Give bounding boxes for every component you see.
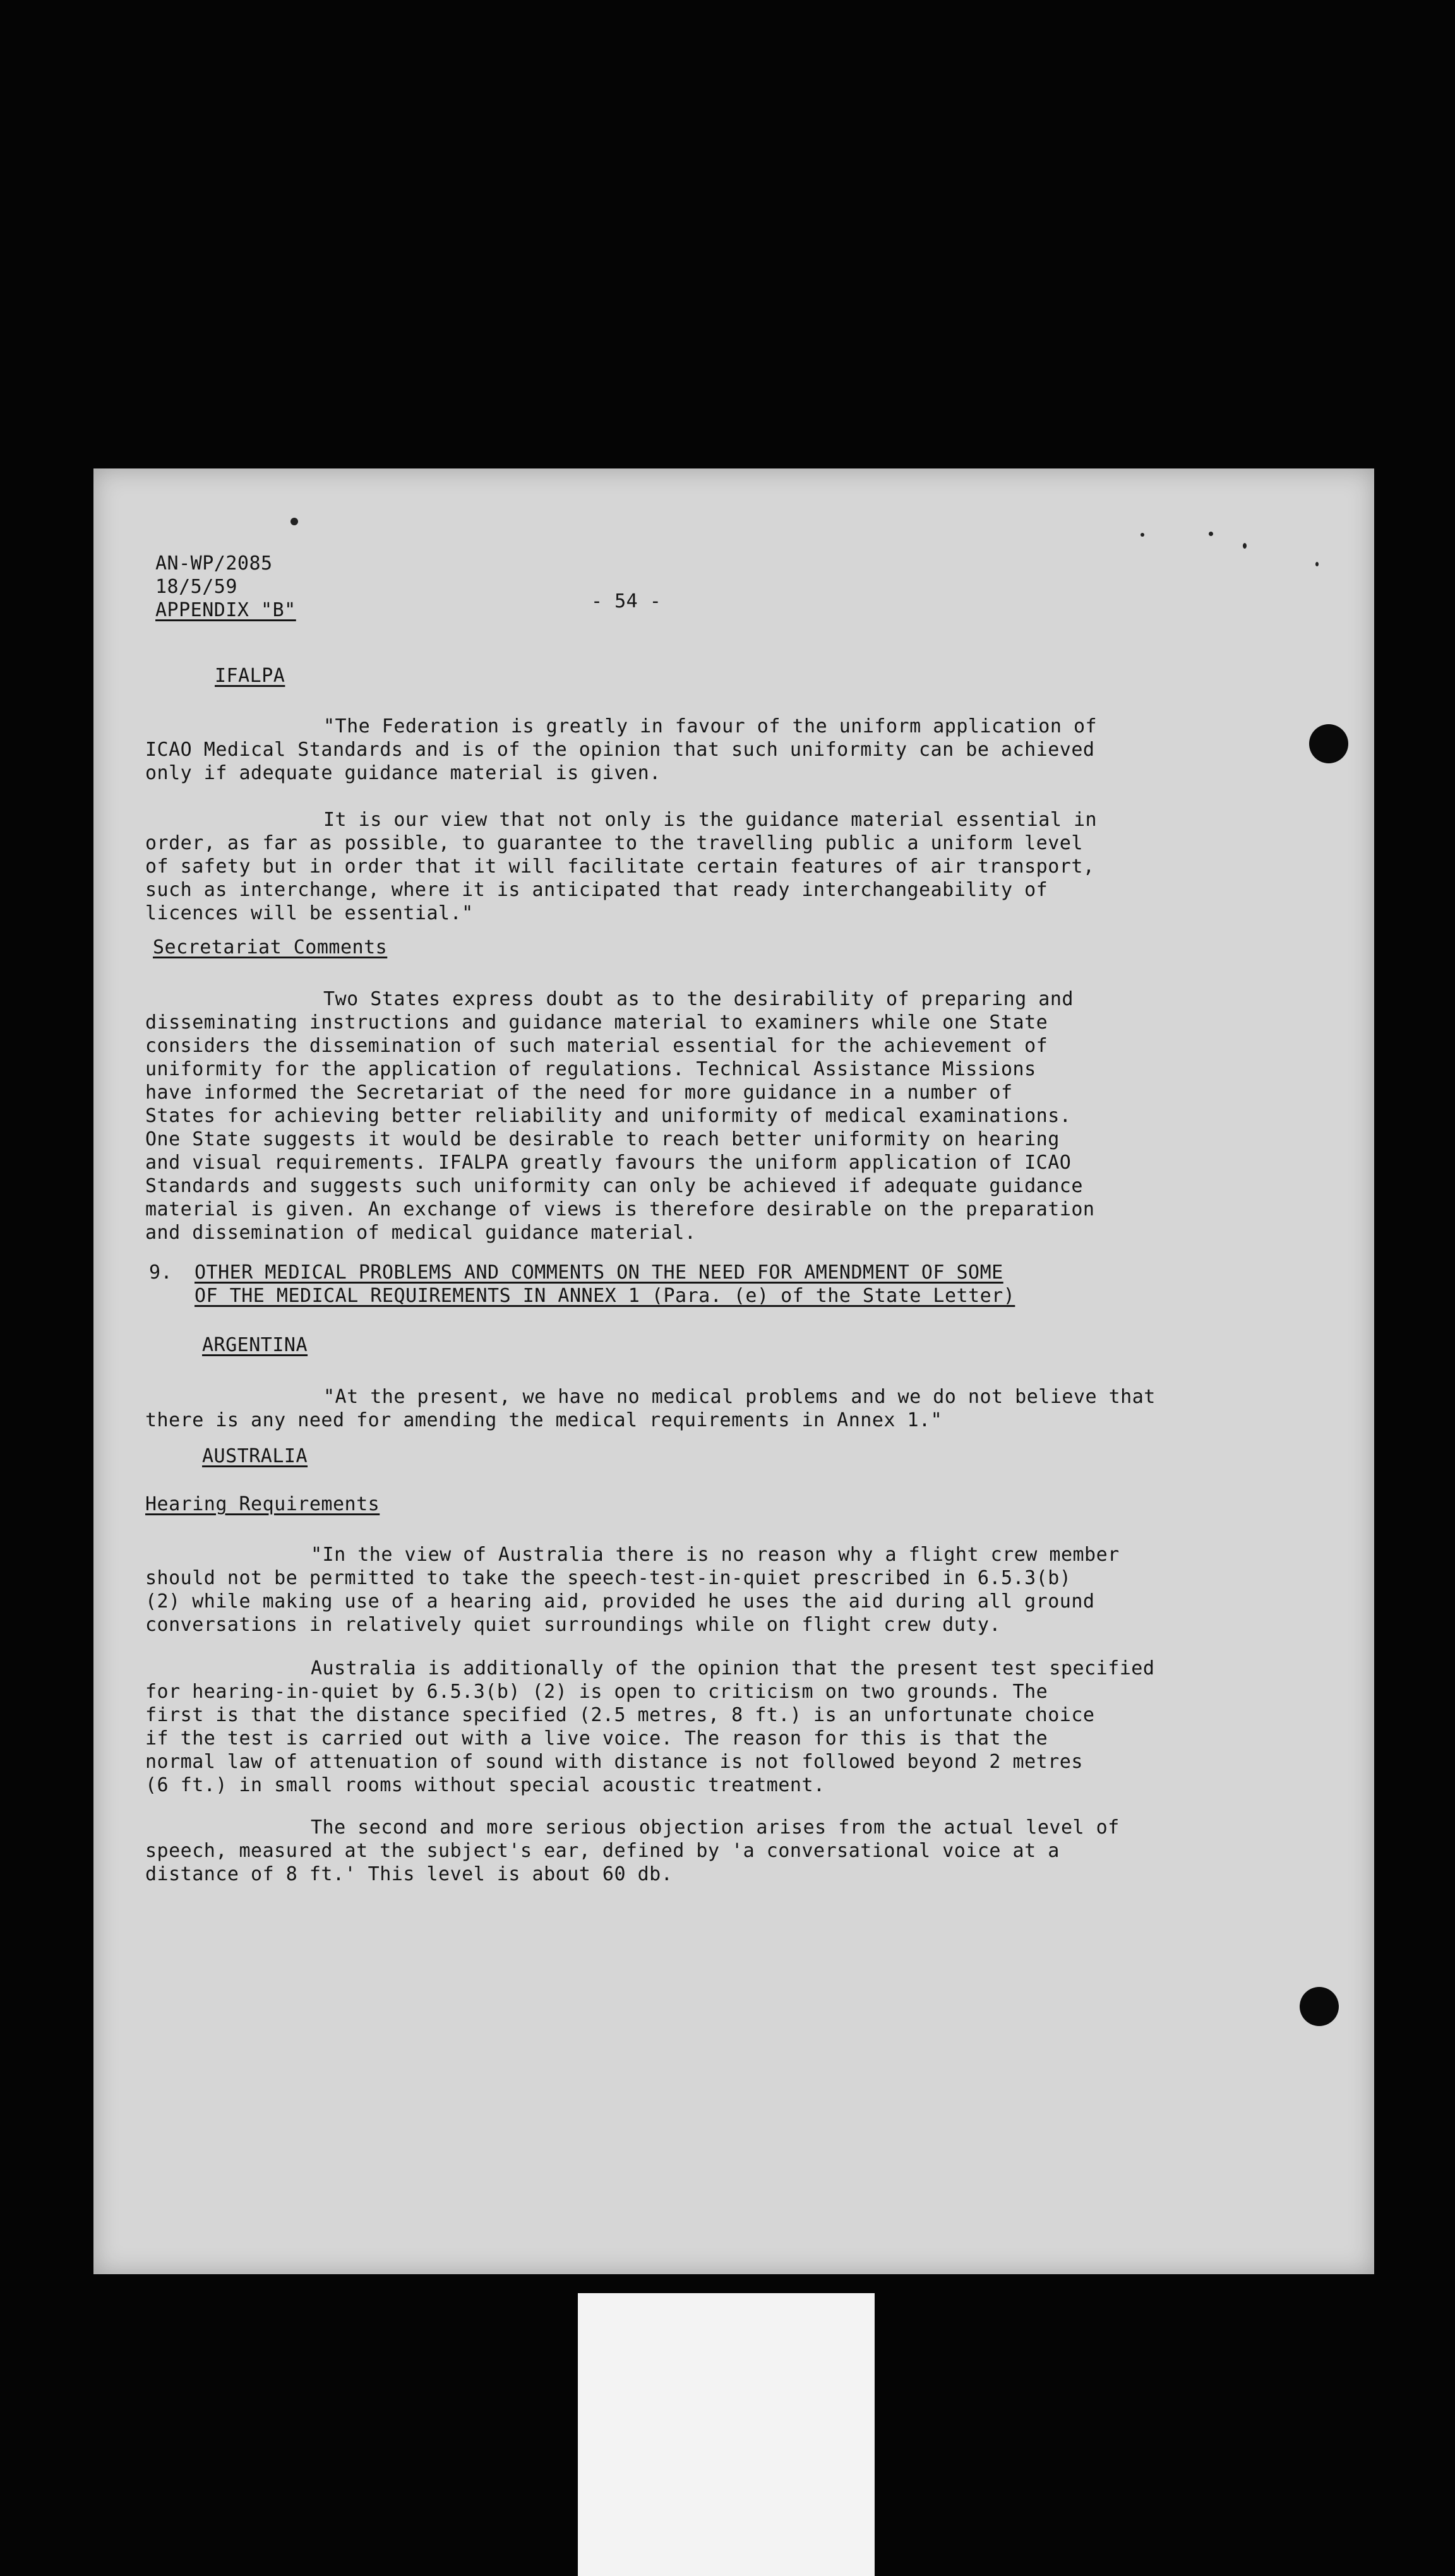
ifalpa-paragraph-2	[145, 808, 1219, 925]
section-title-line-1: OTHER MEDICAL PROBLEMS AND COMMENTS ON THE NEED FOR AMENDMENT OF SOME	[195, 1261, 1003, 1284]
text-line: have informed the Secretariat of the need for more guidance in a number of	[145, 1082, 1013, 1104]
text-line: such as interchange, where it is anticipated that ready interchangeability of	[145, 879, 1048, 901]
text-line: Standards and suggests such uniformity can only be achieved if adequate guidance	[145, 1175, 1083, 1197]
text-line: there is any need for amending the medical requirements in Annex 1."	[145, 1409, 943, 1431]
speck	[1141, 533, 1144, 537]
doc-date: 18/5/59	[155, 576, 237, 598]
secretariat-paragraph	[145, 987, 1219, 1244]
text-line: "At the present, we have no medical problems and we do not believe that	[323, 1386, 1156, 1408]
text-line: One State suggests it would be desirable to reach better uniformity on hearing	[145, 1128, 1060, 1150]
text-line: licences will be essential."	[145, 902, 474, 924]
text-line: disseminating instructions and guidance material to examiners while one State	[145, 1011, 1048, 1034]
text-line: (6 ft.) in small rooms without special acoustic treatment.	[145, 1774, 825, 1796]
speck	[1243, 543, 1247, 549]
text-line: It is our view that not only is the guidance material essential in	[323, 809, 1098, 831]
text-line: "The Federation is greatly in favour of the uniform application of	[323, 715, 1098, 737]
text-line: uniformity for the application of regulations. Technical Assistance Missions	[145, 1058, 1036, 1080]
doc-ref: AN-WP/2085	[155, 552, 273, 575]
section-number: 9.	[149, 1261, 173, 1284]
blank-label	[578, 2293, 875, 2576]
hearing-requirements-heading: Hearing Requirements	[145, 1493, 380, 1515]
australia-heading: AUSTRALIA	[202, 1445, 308, 1467]
australia-paragraph-3	[145, 1816, 1219, 1886]
speck	[1209, 532, 1213, 536]
text-line: States for achieving better reliability and uniformity of medical examinations.	[145, 1105, 1072, 1127]
ifalpa-paragraph-1	[145, 715, 1219, 785]
text-line: if the test is carried out with a live voice. The reason for this is that the	[145, 1727, 1048, 1750]
text-line: should not be permitted to take the speech-test-in-quiet prescribed in 6.5.3(b)	[145, 1567, 1072, 1589]
text-line: considers the dissemination of such material essential for the achievement of	[145, 1035, 1048, 1057]
argentina-heading: ARGENTINA	[202, 1334, 308, 1356]
ifalpa-heading: IFALPA	[215, 665, 285, 687]
text-line: order, as far as possible, to guarantee to the travelling public a uniform level	[145, 832, 1083, 854]
text-line: speech, measured at the subject's ear, defined by 'a conversational voice at a	[145, 1840, 1060, 1862]
text-line: "In the view of Australia there is no reason why a flight crew member	[311, 1544, 1120, 1566]
speck	[1315, 562, 1319, 566]
text-line: and dissemination of medical guidance material.	[145, 1222, 697, 1244]
appendix-label: APPENDIX "B"	[155, 599, 296, 621]
text-line: (2) while making use of a hearing aid, provided he uses the aid during all ground	[145, 1590, 1095, 1613]
text-line: material is given. An exchange of views is therefore desirable on the preparation	[145, 1198, 1095, 1220]
australia-paragraph-2	[145, 1657, 1219, 1797]
argentina-paragraph	[145, 1385, 1219, 1432]
text-line: normal law of attenuation of sound with distance is not followed beyond 2 metres	[145, 1751, 1083, 1773]
section-title-line-2: OF THE MEDICAL REQUIREMENTS IN ANNEX 1 (Para. (e) of the State Letter)	[195, 1285, 1015, 1307]
text-line: first is that the distance specified (2.5 metres, 8 ft.) is an unfortunate choice	[145, 1704, 1095, 1726]
text-line: of safety but in order that it will facilitate certain features of air transport,	[145, 856, 1095, 878]
text-line: only if adequate guidance material is given.	[145, 762, 661, 784]
australia-paragraph-1	[145, 1543, 1219, 1637]
page-number: - 54 -	[591, 590, 662, 612]
document-page	[93, 468, 1374, 2274]
text-line: The second and more serious objection arises from the actual level of	[311, 1816, 1120, 1839]
text-line: and visual requirements. IFALPA greatly favours the uniform application of ICAO	[145, 1152, 1072, 1174]
text-line: for hearing-in-quiet by 6.5.3(b) (2) is open to criticism on two grounds. The	[145, 1681, 1048, 1703]
speck	[290, 518, 298, 525]
text-line: ICAO Medical Standards and is of the opinion that such uniformity can be achieved	[145, 739, 1095, 761]
secretariat-heading: Secretariat Comments	[153, 936, 388, 958]
punch-hole	[1309, 724, 1348, 763]
punch-hole	[1300, 1987, 1339, 2026]
text-line: conversations in relatively quiet surroundings while on flight crew duty.	[145, 1614, 1001, 1636]
text-line: Two States express doubt as to the desirability of preparing and	[323, 988, 1074, 1010]
text-line: Australia is additionally of the opinion that the present test specified	[311, 1657, 1155, 1679]
document-header	[155, 552, 296, 622]
text-line: distance of 8 ft.' This level is about 60 db.	[145, 1863, 673, 1885]
